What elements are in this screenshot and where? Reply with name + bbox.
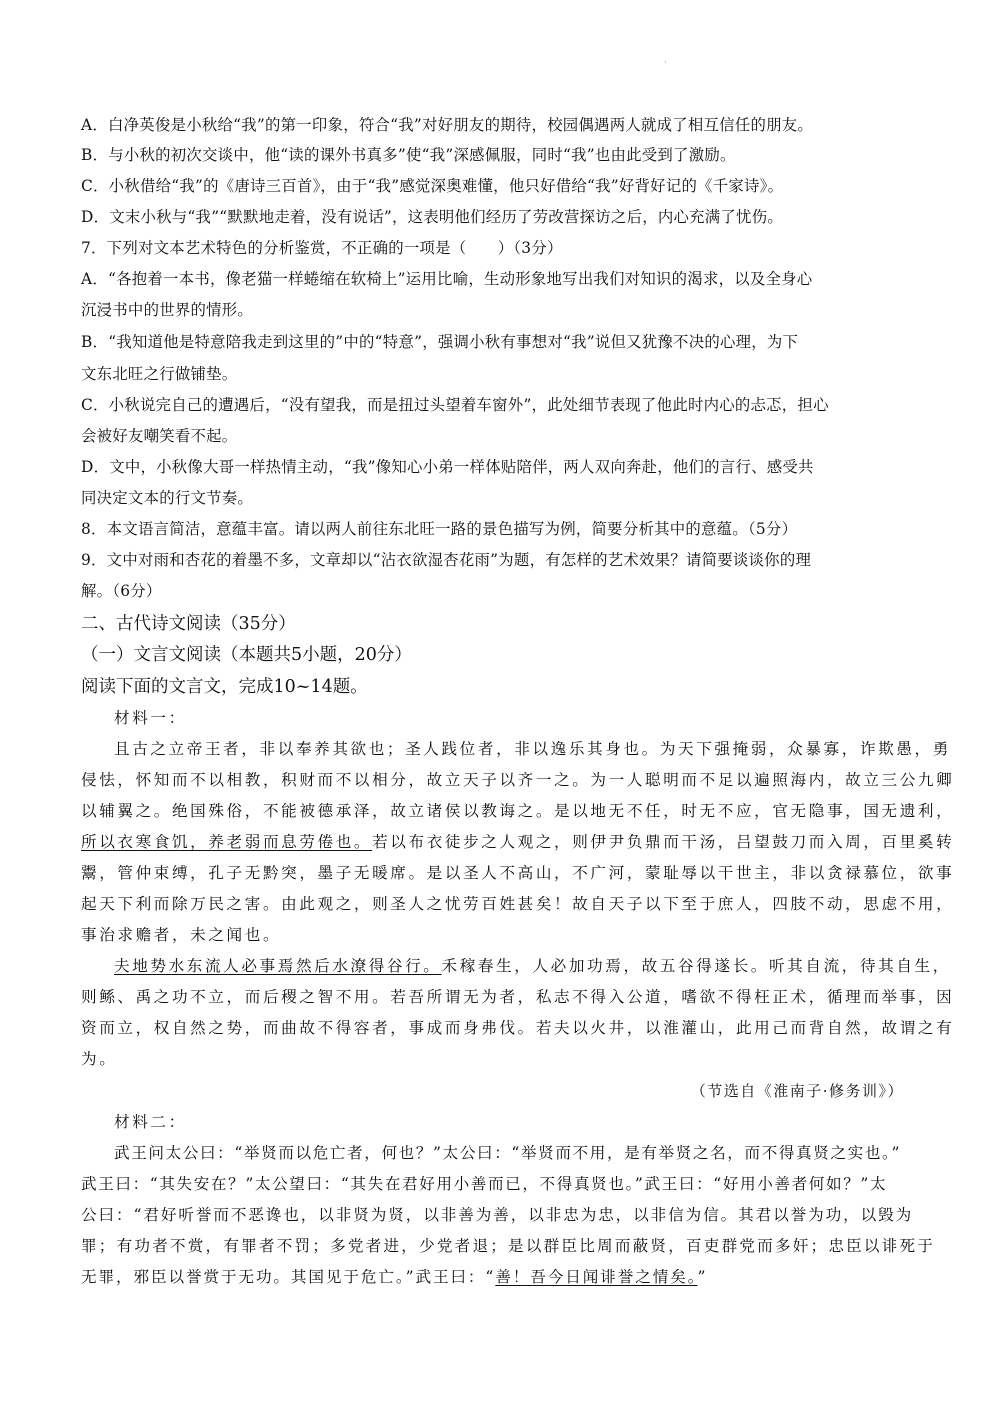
material1-p2-line1	[114, 956, 951, 976]
q7-option-b-line2: 文东北旺之行做铺垫。	[81, 365, 238, 383]
material1-p2-line4: 为。	[81, 1050, 118, 1068]
q6-option-b: B．与小秋的初次交谈中，他“读的课外书真多”使“我”深感佩服，同时“我”也由此受到了激励。	[81, 146, 736, 164]
line-rest: 禾稼春生，人必加功焉，故五谷得遂长。听其自流，待其自生，	[441, 957, 951, 975]
q9-line2: 解。（6分）	[81, 582, 162, 600]
material1-p1-line5: 鬻，管仲束缚，孔子无黔突，墨子无暖席。是以圣人不高山，不广河，蒙耻辱以干世主，非以贪禄慕位，欲事	[81, 864, 955, 882]
q7-option-a-line1: A．“各抱着一本书，像老猫一样蜷缩在软椅上”运用比喻，生动形象地写出我们对知识的渴求，以及全身心	[81, 270, 813, 288]
line-start: 无罪，邪臣以誉赏于无功。其国见于危亡。”武王曰：“	[81, 1268, 496, 1286]
q7-option-d-line2: 同决定文本的行文节奏。	[81, 489, 254, 507]
material1-p1-line3: 以辅翼之。绝国殊俗，不能被德承泽，故立诸侯以教诲之。是以地无不任，时无不应，官无隐事，国无遗利，	[81, 802, 955, 820]
q7-option-c-line2: 会被好友嘲笑看不起。	[81, 427, 238, 445]
material2-line2: 武王曰：“其失安在？”太公望曰：“其失在君好用小善而已，不得真贤也。”武王曰：“好用小善者何如？”太	[81, 1175, 888, 1193]
q7-stem: 7．下列对文本艺术特色的分析鉴赏，不正确的一项是（ ）（3分）	[81, 239, 563, 257]
line-end: ”	[697, 1268, 708, 1286]
material2-line4: 罪；有功者不赏，有罪者不罚；多党者进，少党者退；是以群臣比周而蔽贤，百吏群党而多奸；忠臣以诽死于	[81, 1237, 936, 1255]
q7-option-a-line2: 沉浸书中的世界的情形。	[81, 301, 254, 319]
material1-p1-line6: 起天下利而除万民之害。由此观之，则圣人之忧劳百姓甚矣！故自天子以下至于庶人，四肢不动，思虑不用，	[81, 895, 955, 913]
material1-p2-line3: 资而立，权自然之势，而曲故不得容者，事成而身弗伐。若夫以火井，以淮灌山，此用己而背自然，故谓之有	[81, 1019, 955, 1037]
section-subtitle: （一）文言文阅读（本题共5小题，20分）	[81, 645, 412, 665]
material1-p1-line1: 且古之立帝王者，非以奉养其欲也；圣人践位者，非以逸乐其身也。为天下强掩弱，众暴寡，诈欺愚，勇	[114, 740, 951, 758]
underlined-sentence: 夫地势水东流人必事焉然后水潦得谷行。	[114, 957, 442, 975]
page-speck: ·	[664, 58, 667, 67]
material1-p2-line2: 则鲧、禹之功不立，而后稷之智不用。若吾所谓无为者，私志不得入公道，嗜欲不得枉正术，循理而举事，因	[81, 988, 955, 1006]
q8: 8．本文语言简洁，意蕴丰富。请以两人前往东北旺一路的景色描写为例，简要分析其中的意蕴。（5分）	[81, 520, 798, 538]
material2-line5	[81, 1267, 707, 1287]
q7-option-c-line1: C．小秋说完自己的遭遇后，“没有望我，而是扭过头望着车窗外”，此处细节表现了他此时内心的忐忑，担心	[81, 396, 829, 414]
material2-line1: 武王问太公曰：“举贤而以危亡者，何也？”太公曰：“举贤而不用，是有举贤之名，而不得真贤之实也。”	[114, 1144, 902, 1162]
material2-line3: 公曰：“君好听誉而不恶谗也，以非贤为贤，以非善为善，以非忠为忠，以非信为信。其君以誉为功，以毁为	[81, 1206, 914, 1224]
section-title: 二、古代诗文阅读（35分）	[81, 614, 296, 634]
q6-option-d: D．文末小秋与“我”“默默地走着，没有说话”，这表明他们经历了劳改营探访之后，内心充满了忧伤。	[81, 208, 783, 226]
section-instruction: 阅读下面的文言文，完成10~14题。	[81, 677, 368, 697]
q6-option-c: C．小秋借给“我”的《唐诗三百首》，由于“我”感觉深奥难懂，他只好借给“我”好背好记的《千家诗》。	[81, 177, 784, 195]
material1-p1-line7: 事治求赡者，未之闻也。	[81, 926, 282, 944]
underlined-sentence: 所以衣寒食饥，养老弱而息劳倦也。	[81, 833, 373, 851]
material2-label: 材料二：	[114, 1113, 187, 1131]
material1-p1-line2: 侵怯，怀知而不以相教，积财而不以相分，故立天子以齐一之。为一人聪明而不足以遍照海内，故立三公九卿	[81, 771, 955, 789]
line-rest: 若以布衣徒步之人观之，则伊尹负鼎而干汤，吕望鼓刀而入周，百里奚转	[372, 833, 955, 851]
underlined-sentence: 善！吾今日闻诽誉之情矣。	[495, 1268, 698, 1286]
material1-label: 材料一：	[114, 709, 187, 727]
q7-option-b-line1: B．“我知道他是特意陪我走到这里的”中的“特意”，强调小秋有事想对“我”说但又犹豫不决的心理，为下	[81, 333, 799, 351]
q7-option-d-line1: D．文中，小秋像大哥一样热情主动，“我”像知心小弟一样体贴陪伴，两人双向奔赴，他们的言行、感受共	[81, 458, 814, 476]
q6-option-a: A．白净英俊是小秋给“我”的第一印象，符合“我”对好朋友的期待，校园偶遇两人就成了相互信任的朋友。	[81, 116, 814, 134]
material1-p1-line4	[81, 832, 954, 852]
q9-line1: 9．文中对雨和杏花的着墨不多，文章却以“沾衣欲湿杏花雨”为题，有怎样的艺术效果？请简要谈谈你的理	[81, 551, 812, 569]
material1-source: （节选自《淮南子·修务训》）	[690, 1082, 904, 1100]
